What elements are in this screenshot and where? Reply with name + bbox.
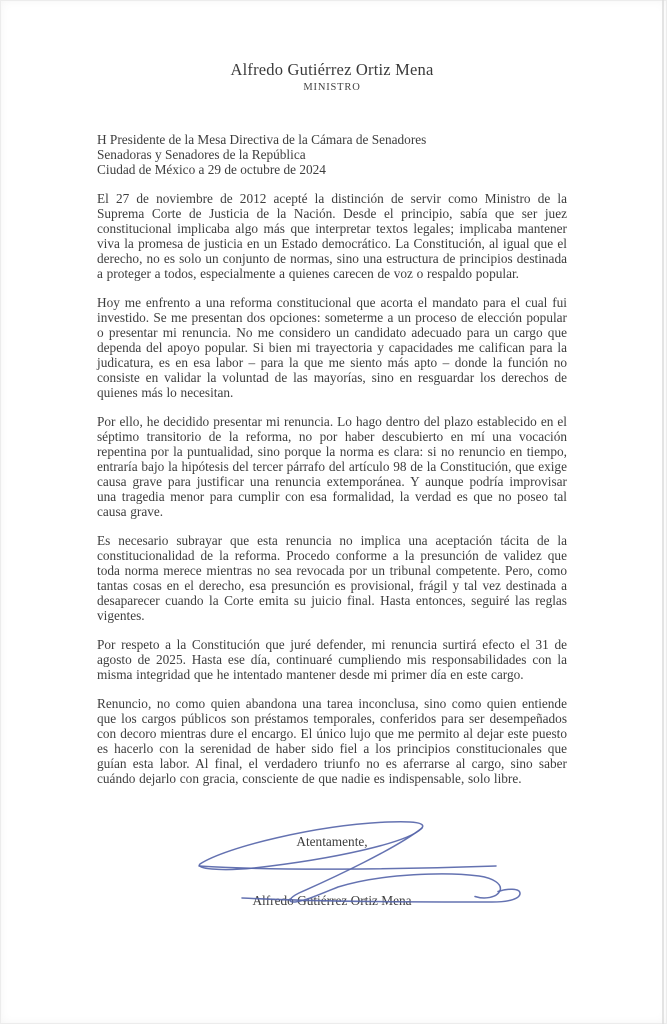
closing-block: [97, 816, 567, 936]
signatory-name: Alfredo Gutiérrez Ortiz Mena: [252, 893, 412, 908]
valediction: Atentamente,: [296, 834, 368, 849]
recipient-block: [97, 132, 567, 177]
recipient-line: H Presidente de la Mesa Directiva de la Cámara de Senadores: [97, 132, 427, 147]
author-role: MINISTRO: [303, 82, 361, 93]
paragraph: Por ello, he decidido presentar mi renuncia. Lo hago dentro del plazo establecido en el séptimo transitorio de la reforma, no por haber descubierto en mí una vocación repentina por la puntualidad, sino porque la norma es clara: si no renuncio en tiempo, entraría bajo la hipótesis del tercer párrafo del artículo 98 de la Constitución, que exige causa grave para justificar una renuncia extemporánea. Y aunque podría improvisar una tragedia menor para cumplir con esa formalidad, la verdad es que no poseo tal causa grave.: [97, 414, 567, 519]
letter-body: [97, 191, 567, 786]
paragraph: Es necesario subrayar que esta renuncia no implica una aceptación tácita de la constitucionalidad de la reforma. Procedo conforme a la presunción de validez que toda norma merece mientras no sea revocada por un tribunal competente. Pero, como tantas cosas en el derecho, esa presunción es provisional, frágil y tal vez destinada a desaparecer cuando la Corte emita su juicio final. Hasta entonces, seguiré las reglas vigentes.: [97, 533, 567, 623]
recipient-line: Senadoras y Senadores de la República: [97, 147, 306, 162]
paragraph: Renuncio, no como quien abandona una tarea inconclusa, sino como quien entiende que los cargos públicos son préstamos temporales, conferidos para ser desempeñados con decoro mientras dure el encargo. El único lujo que me permito al dejar este puesto es hacerlo con la serenidad de haber sido fiel a los principios constitucionales que guían esta labor. Al final, el verdadero triunfo no es aferrarse al cargo, sino saber cuándo dejarlo con gracia, consciente de que nadie es indispensable, solo libre.: [97, 696, 567, 786]
date-line: Ciudad de México a 29 de octubre de 2024: [97, 162, 326, 177]
paragraph: El 27 de noviembre de 2012 acepté la distinción de servir como Ministro de la Suprema Corte de Justicia de la Nación. Desde el principio, sabía que ser juez constitucional implicaba algo más que interpretar textos legales; implicaba mantener viva la promesa de justicia en un Estado democrático. La Constitución, al igual que el derecho, no es solo un conjunto de normas, sino una estructura de principios destinada a proteger a todos, especialmente a quienes carecen de voz o respaldo popular.: [97, 191, 567, 281]
author-name: Alfredo Gutiérrez Ortiz Mena: [230, 60, 434, 79]
paragraph: Por respeto a la Constitución que juré defender, mi renuncia surtirá efecto el 31 de agosto de 2025. Hasta ese día, continuaré cumpliendo mis responsabilidades con la misma integridad que he intentado mantener desde mi primer día en este cargo.: [97, 637, 567, 682]
letter-content: [97, 0, 567, 936]
letterhead: [97, 60, 567, 94]
paragraph: Hoy me enfrento a una reforma constitucional que acorta el mandato para el cual fui investido. Se me presentan dos opciones: someterme a un proceso de elección popular o presentar mi renuncia. No me considero un candidato adecuado para un cargo que dependa del apoyo popular. Si bien mi trayectoria y capacidades me califican para la judicatura, es en esa labor – para la que me siento más apto – donde la función no consiste en validar la voluntad de las mayorías, sino en resguardar los derechos de quienes más lo necesitan.: [97, 295, 567, 400]
